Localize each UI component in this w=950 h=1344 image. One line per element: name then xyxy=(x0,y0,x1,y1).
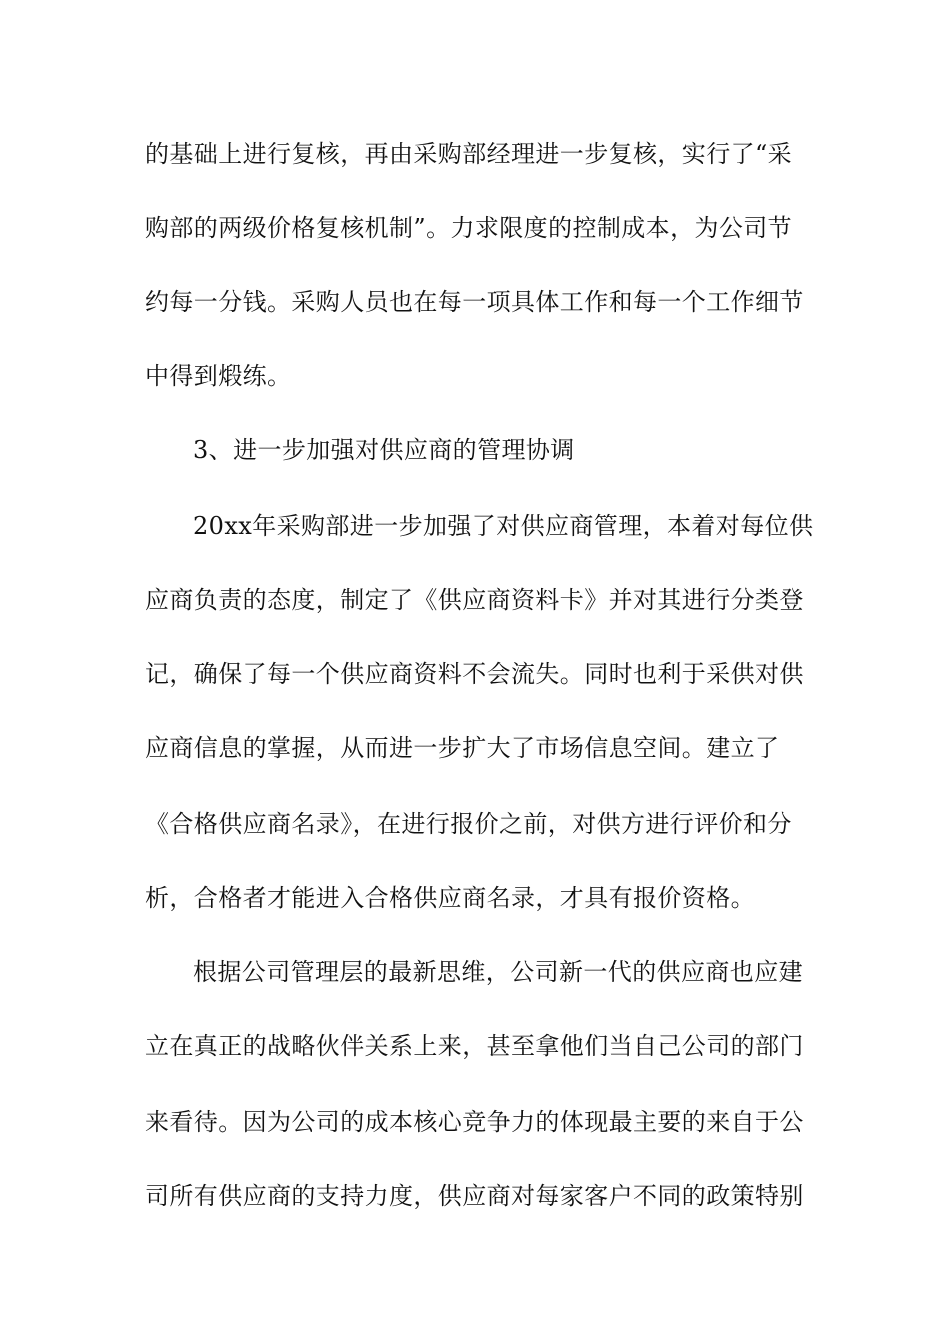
text-line: 根据公司管理层的最新思维，公司新一代的供应商也应建 xyxy=(193,958,803,986)
text-line: 记，确保了每一个供应商资料不会流失。同时也利于采供对供 xyxy=(145,660,804,688)
text-line: 中得到煅练。 xyxy=(145,362,292,390)
text-line: 购部的两级价格复核机制”。力求限度的控制成本，为公司节 xyxy=(145,214,793,242)
text-line: 立在真正的战略伙伴关系上来，甚至拿他们当自己公司的部门 xyxy=(145,1032,804,1060)
text-line: 来看待。因为公司的成本核心竞争力的体现最主要的来自于公 xyxy=(145,1108,804,1136)
text-line: 析，合格者才能进入合格供应商名录，才具有报价资格。 xyxy=(145,884,755,912)
text-line: 的基础上进行复核，再由采购部经理进一步复核，实行了“采 xyxy=(145,140,793,168)
text-line: 司所有供应商的支持力度，供应商对每家客户不同的政策特别 xyxy=(145,1182,804,1210)
text-line: 《合格供应商名录》，在进行报价之前，对供方进行评价和分 xyxy=(145,810,792,838)
text-line: 应商负责的态度，制定了《供应商资料卡》并对其进行分类登 xyxy=(145,586,804,614)
section-heading: 3、进一步加强对供应商的管理协调 xyxy=(193,436,575,464)
text-line: 应商信息的掌握，从而进一步扩大了市场信息空间。建立了 xyxy=(145,734,780,762)
text-line: 约每一分钱。采购人员也在每一项具体工作和每一个工作细节 xyxy=(145,288,804,316)
text-line: 20xx年采购部进一步加强了对供应商管理，本着对每位供 xyxy=(193,512,814,540)
